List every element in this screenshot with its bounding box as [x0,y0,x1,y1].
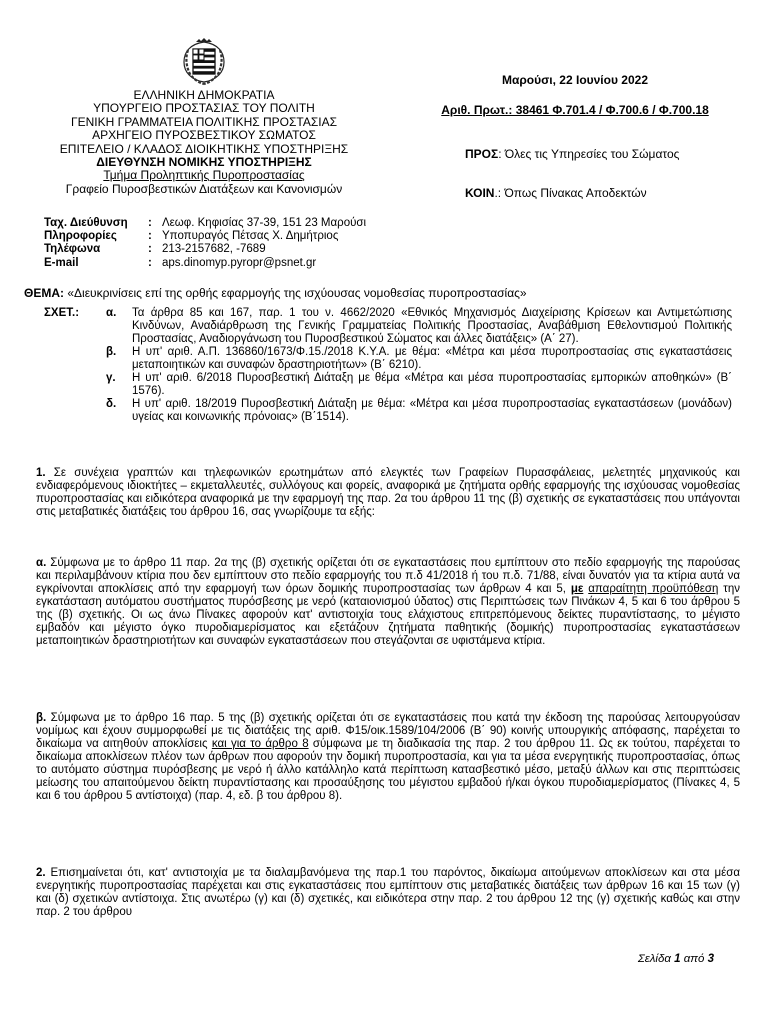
recipient-cc [465,187,647,200]
protocol-number: Αριθ. Πρωτ.: 38461 Φ.701.4 / Φ.700.6 / Φ.700.18 [441,103,709,117]
emphasis-text: απαραίτητη προϋπόθεση [588,583,719,595]
reference-item [44,346,734,372]
agency-line: ΕΛΛΗΝΙΚΗ ΔΗΜΟΚΡΑΤΙΑ [133,88,275,102]
reference-text: Η υπ' αριθ. Α.Π. 136860/1673/Φ.15./2018 Κ.Υ.Α. με θέμα: «Μέτρα και μέσα πυροπροστασίας στις εγκαταστάσεις μεταποιητικών και συναφών δραστηριοτήτων» (Β΄ 6210). [132,346,732,371]
contact-email: aps.dinomyp.pyropr@psnet.gr [162,256,317,269]
paragraph-number: 2. [36,867,46,879]
emphasis-text: και για το άρθρο 8 [211,738,309,750]
paragraph-text: σύμφωνα με τη διαδικασία της παρ. 2 του άρθρου 11. Ως εκ τούτου, παρέχεται το δικαίωμα αποκλίσεων πλέον των άρθρων που αφορούν την δομική πυροπροστασία, και για τα μέσα ενεργητικής πυροπροστασίας, όπως το αυτόματο σύστημα πυρόσβεσης με νερό ή άλλο κατάλληλο κατά περίπτωση κατασβεστικό μέσο, μεταξύ άλλων και στις περιπτώσεις μείωσης του απαιτούμενου δείκτη πυραντίστασης και προσαύξησης του μέγιστου εμβαδού ή/και όγκου πυροδιαμερίσματος (Πίνακες 4, 5 και 6 του άρθρου 5 αντίστοιχα) (παρ. 4, εδ. β του άρθρου 8). [36,738,740,802]
document-date: Μαρούσι, 22 Ιουνίου 2022 [501,73,648,87]
agency-directorate: ΔΙΕΥΘΥΝΣΗ ΝΟΜΙΚΗΣ ΥΠΟΣΤΗΡΙΞΗΣ [96,155,312,170]
subject-label: ΘΕΜΑ: [24,286,64,300]
subject-line [24,287,740,300]
agency-line: ΑΡΧΗΓΕΙΟ ΠΥΡΟΣΒΕΣΤΙΚΟΥ ΣΩΜΑΤΟΣ [92,128,316,143]
contact-block [44,217,366,270]
references-label: ΣΧΕΤ.: [44,307,80,319]
paragraph-2 [36,867,740,919]
recipient-to [465,148,679,161]
agency-header [24,89,384,196]
recipient-cc-label: ΚΟΙΝ [465,186,495,200]
reference-item [44,398,734,424]
paragraph-number: 1. [36,467,46,479]
paragraph-number: α. [36,557,47,569]
contact-value: 213-2157682, -7689 [162,243,266,256]
contact-row: Πληροφορίες : Υποπυραγός Πέτσας Χ. Δημήτριος [44,230,339,243]
paragraph-text: Επισημαίνεται ότι, κατ' αντιστοιχία με τα διαλαμβανόμενα της παρ.1 του παρόντος, δικαίωμα αιτούμενων αποκλίσεων και στα μέσα ενεργητικής πυροπροστασίας παρέχεται και στις εγκαταστάσεις που εμπίπτουν στις μεταβατικές διατάξεις των άρθρων 16 και 15 των (γ) και (δ) σχετικών αντίστοιχα. Στις ανωτέρω (γ) και (δ) σχετικές, και ειδικότερα στην παρ. 2 του άρθρου 12 της (γ) σχετικής καθώς και στην παρ. 2 του άρθρου [36,867,740,918]
paragraph-a [36,557,740,648]
greek-emblem-icon [178,36,230,88]
contact-label: Ταχ. Διεύθυνση [44,217,128,229]
recipient-to-value: : Όλες τις Υπηρεσίες του Σώματος [498,147,680,161]
contact-value: Υποπυραγός Πέτσας Χ. Δημήτριος [162,230,339,243]
contact-row: Τηλέφωνα : 213-2157682, -7689 [44,243,266,256]
paragraph-text: την εγκατάσταση αυτόματου συστήματος πυρόσβεσης με νερό (καταιονισμού ύδατος) στις Περιπτώσεις των Πινάκων 4, 5 και 6 του άρθρου 5 της (β) σχετικής. Οι ως άνω Πίνακες αφορούν κατ' αντιστοιχία τους ελάχιστους επιτρεπόμενους δείκτες πυραντίστασης, το μέγιστο εμβαδόν και μέγιστο όγκο πυροδιαμερίσματος και εξετάζουν ζητήματα παθητικής (δομικής) πυροπροστασίας εγκαταστάσεων μεταποιητικών δραστηριοτήτων και συναφών εγκαταστάσεων που στεγάζονται σε υφιστάμενα κτίρια. [36,583,740,647]
agency-line: ΓΕΝΙΚΗ ΓΡΑΜΜΑΤΕΙΑ ΠΟΛΙΤΙΚΗΣ ΠΡΟΣΤΑΣΙΑΣ [70,114,338,129]
contact-row: E-mail : aps.dinomyp.pyropr@psnet.gr [44,256,317,269]
recipient-cc-value: .: Όπως Πίνακας Αποδεκτών [494,186,647,200]
reference-letter: β. [106,346,117,358]
agency-department: Τμήμα Προληπτικής Πυροπροστασίας [103,168,305,183]
page-total: 3 [707,953,714,965]
contact-value: Λεωφ. Κηφισίας 37-39, 151 23 Μαρούσι [162,217,367,229]
agency-office: Γραφείο Πυροσβεστικών Διατάξεων και Κανονισμών [65,181,343,196]
reference-text: Τα άρθρα 85 και 167, παρ. 1 του ν. 4662/2020 «Εθνικός Μηχανισμός Διαχείρισης Κρίσεων και Αντιμετώπισης Κινδύνων, Αναδιάρθρωση της Γενικής Γραμματείας Πολιτικής Προστασίας, Αναβάθμιση Εθελοντισμού Πολιτικής Προστασίας, Αναδιοργάνωση του Πυροσβεστικού Σώματος και άλλες διατάξεις» (Α΄ 27). [132,307,732,345]
agency-line: ΕΠΙΤΕΛΕΙΟ / ΚΛΑΔΟΣ ΔΙΟΙΚΗΤΙΚΗΣ ΥΠΟΣΤΗΡΙΞΗΣ [59,141,349,156]
contact-label: E-mail [44,256,79,269]
reference-text: Η υπ' αριθ. 6/2018 Πυροσβεστική Διάταξη με θέμα «Μέτρα και μέσα πυροπροστασίας εμπορικών αποθηκών» (Β΄ 1576). [132,372,732,397]
reference-letter: γ. [106,372,116,384]
paragraph-text: Σε συνέχεια γραπτών και τηλεφωνικών ερωτημάτων από ελεγκτές των Γραφείων Πυρασφάλειας, μελετητές μηχανικούς και ενδιαφερόμενους ιδιοκτήτες – εκμεταλλευτές, συλλόγους και φορείς, αναφορικά με ζητήματα ορθής εφαρμογής της ισχύουσας νομοθεσίας πυροπροστασίας και ειδικότερα αναφορικά με την εφαρμογή της παρ. 2α του άρθρου 11 της (β) σχετικής σε εγκαταστάσεις που υπάγονται στις μεταβατικές διατάξεις του άρθρου 16, σας γνωρίζουμε τα εξής: [36,467,740,518]
paragraph-text: Σύμφωνα με το άρθρο 11 παρ. 2α της (β) σχετικής ορίζεται ότι σε εγκαταστάσεις που εμπίπτουν στο πεδίο εφαρμογής της παρούσας και περιλαμβάνουν κτίρια που δεν εμπίπτουν στο πεδίο εφαρμογής του π.δ 41/2018 ή του π.δ. 71/88, είναι δυνατόν για τα κτίρια αυτά να εγκρίνονται αποκλίσεις από την εφαρμογή των όρων δομικής πυροπροστασίας των άρθρων 4 και 5, [36,557,740,595]
emphasis-text: με [570,583,584,595]
references-block [44,307,734,424]
contact-label: Πληροφορίες [44,230,117,243]
page-footer: Σελίδα 1 από 3 [637,953,714,965]
paragraph-b [36,712,740,803]
reference-item [44,307,734,346]
contact-row: Ταχ. Διεύθυνση : Λεωφ. Κηφισίας 37-39, 151 23 Μαρούσι [44,217,367,229]
recipient-to-label: ΠΡΟΣ [465,147,499,161]
reference-letter: δ. [106,398,117,410]
paragraph-text: Σύμφωνα με το άρθρο 16 παρ. 5 της (β) σχετικής ορίζεται ότι σε εγκαταστάσεις που κατά την έκδοση της παρούσας λειτουργούσαν νομίμως και έχουν συμμορφωθεί με τις διατάξεις της αριθ. Φ15/οικ.1589/104/2006 (Β΄ 90) κοινής υπουργικής απόφασης, παρέχεται το δικαίωμα να αιτηθούν αποκλίσεις [36,712,740,750]
subject-text: «Διευκρινίσεις επί της ορθής εφαρμογής της ισχύουσας νομοθεσίας πυροπροστασίας» [64,286,527,300]
document-meta [410,74,740,117]
contact-label: Τηλέφωνα [44,243,101,256]
reference-letter: α. [106,307,117,319]
reference-item [44,372,734,398]
paragraph-number: β. [36,712,47,724]
reference-text: Η υπ' αριθ. 18/2019 Πυροσβεστική Διάταξη με θέμα: «Μέτρα και μέσα πυροπροστασίας εγκαταστάσεων (μονάδων) υγείας και κοινωνικής πρόνοιας» (Β΄1514). [132,398,732,423]
paragraph-1 [36,467,740,519]
page-number: 1 [674,953,681,965]
agency-line: ΥΠΟΥΡΓΕΙΟ ΠΡΟΣΤΑΣΙΑΣ ΤΟΥ ΠΟΛΙΤΗ [93,101,315,116]
